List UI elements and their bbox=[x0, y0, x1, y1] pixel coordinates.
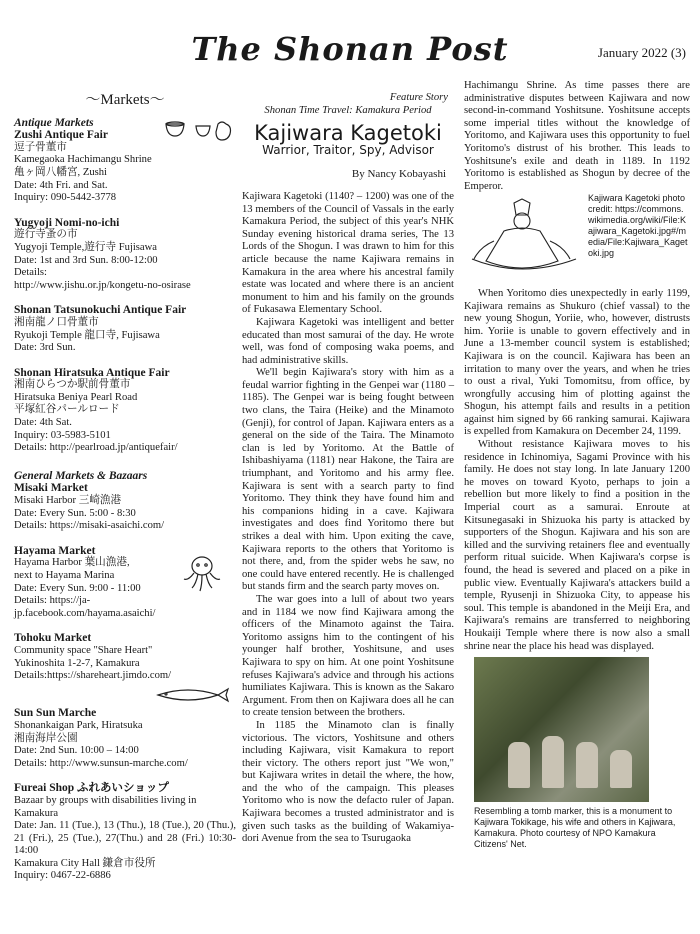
paragraph: Kajiwara Kagetoki (1140? – 1200) was one of the 13 members of the Council of Vassals in the early Kamakura Period, the subject of this year's NHK Sunday evening historical drama series, The 13 Lords of the Shogun. I was drawn to him for this article because the name Kajiwara remains in Kamakura in the area where his ancestral family estate was located and where there is an ancient monument to him and his family on the grounds of Fukasawa Elementary School. bbox=[242, 190, 454, 316]
issue-date: January 2022 (3) bbox=[597, 45, 686, 60]
paragraph: In 1185 the Minamoto clan is finally victorious. The victors, Yoshitsune and others including Kajiwara, visit Kamakura to report their victory. The others report just "We won," but Kajiwara writes in detail the where, the how, and the who of the campaign. This pleases Yoritomo who is now the defacto ruler of Japan. Kajiwara becomes a trusted administrator and is given such tasks as the building of Wakamiya-dori Avenue from the sea to Tsurugaoka bbox=[242, 719, 454, 845]
series-label: Shonan Time Travel: Kamakura Period bbox=[264, 104, 432, 116]
market-name: Shonan Hiratsuka Antique Fair bbox=[14, 366, 170, 379]
fish-icon bbox=[14, 687, 230, 708]
market-name: Shonan Tatsunokuchi Antique Fair bbox=[14, 304, 187, 317]
market-detail: Date: 3rd Sun. bbox=[14, 342, 76, 354]
market-detail: Inquiry: 03-5983-5101 bbox=[14, 429, 111, 441]
newspaper-title: The Shonan Post bbox=[191, 30, 509, 68]
market-detail: Shonankaigan Park, Hiratsuka bbox=[14, 719, 143, 731]
market-detail: Yugyoji Temple,遊行寺 Fujisawa bbox=[14, 241, 157, 253]
tomb-monument-photo bbox=[474, 657, 649, 802]
market-detail: Date: Jan. 11 (Tue.), 13 (Thu.), 18 (Tue.), 20 (Thu.), 21 (Fri.), 25 (Tue.), 27(Thu.) and 28 (Fri.) 10:30-14:00 bbox=[14, 820, 236, 857]
paragraph: We'll begin Kajiwara's story with him as a feudal warrior fighting in the Genpei war (1180 – 1185). The Genpei war is being fought between two clans, the Taira (Heike) and the Minamoto (Genji), for control of Japan. Kajiwara enters as a general on the side of the Taira. The Minamoto clan is led by Yoritomo. At the Battle of Ishibashiyama (1181) near Hakone, the Taira are triumphant, and Yoritomo and his army flee. Kajiwara is sent with a search party to find Yoritomo. They think they have found him and his companions hiding in a cave. Kajiwara investigates and does find Yoritomo there but strikes a deal with him. Upon exiting the cave, Kajiwara reports to the others that Yoritomo is not there, and, from the spider webs he saw, no one could have entered recently. He is challenged but stands firm and the search party moves on. bbox=[242, 367, 454, 593]
portrait-figure bbox=[464, 193, 690, 282]
markets-heading: ～Markets～ bbox=[85, 92, 165, 108]
market-detail: Community space "Share Heart" bbox=[14, 644, 153, 656]
photo-caption: Resembling a tomb marker, this is a monument to Kajiwara Tokikage, his wife and others in Kajiwara, Kamakura. Photo courtesy of NPO Kamakura Citizens' Net. bbox=[474, 806, 676, 850]
market-detail: 平塚紅谷パールロード bbox=[14, 404, 120, 416]
market-detail: 湘南ひらつか駅前骨董市 bbox=[14, 379, 131, 391]
market-detail: Date: 1st and 3rd Sun. 8:00-12:00 bbox=[14, 254, 158, 266]
teacup-icon bbox=[162, 116, 234, 149]
markets-column bbox=[14, 92, 236, 883]
photo-credit: Kajiwara Kagetoki photo credit: https://commons.wikimedia.org/wiki/File:Kajiwara_Kagetoki.jpg#/media/File:Kajiwara_Kagetoki.jpg bbox=[588, 193, 688, 259]
market-name: Sun Sun Marche bbox=[14, 707, 97, 720]
market-detail: Details: bbox=[14, 267, 47, 279]
paragraph: Without resistance Kajiwara moves to his residence in Ichinomiya, Sagami Province with his family. He does not stay long. In late January 1200 he moves on toward Kyoto, perhaps to join a rebellion but more likely to find a position in the Imperial court as a samurai. Enroute at Kitsunegasaki in Shizuoka his party is attacked by supporters of the Shogun. Kajiwara and his son are killed and the surviving retainers flee and eventually perform ritual suicide. When Kajiwara's corpse is found, the head is severed and placed on a pike in public view. Eventually Kajiwara's attackers build a temple, Ryusenji in Shizuoka City, to appease his soul. This temple is abandoned in the Meiji Era, and Kajiwara's remains are transferred to neighboring Houkaiji Temple where there is now also a small shrine near the place his head was displayed. bbox=[464, 439, 690, 652]
article-subtitle: Warrior, Traitor, Spy, Advisor bbox=[262, 142, 434, 157]
market-detail: Misaki Harbor 三崎漁港 bbox=[14, 495, 122, 507]
market-detail: Hayama Harbor 葉山漁港, bbox=[14, 557, 130, 569]
market-name: Hayama Market bbox=[14, 544, 96, 557]
feature-label: Feature Story bbox=[389, 92, 448, 103]
market-detail: 湘南海岸公園 bbox=[14, 732, 78, 744]
category-antique: Antique Markets bbox=[14, 116, 94, 129]
market-link[interactable]: Details:https://shareheart.jimdo.com/ bbox=[14, 670, 172, 682]
masthead bbox=[0, 30, 700, 68]
market-detail: Bazaar by groups with disabilities living in Kamakura bbox=[14, 794, 197, 819]
market-detail: Kamakura City Hall 鎌倉市役所 bbox=[14, 857, 156, 869]
market-detail: 遊行寺蚤の市 bbox=[14, 229, 78, 241]
market-name: Tohoku Market bbox=[14, 632, 92, 645]
market-link[interactable]: http://www.jishu.or.jp/kongetu-no-osirase bbox=[14, 279, 191, 291]
market-link[interactable]: Details: http://www.sunsun-marche.com/ bbox=[14, 757, 188, 769]
byline: By Nancy Kobayashi bbox=[351, 168, 446, 181]
category-general: General Markets & Bazaars bbox=[14, 469, 148, 482]
market-link[interactable]: Details: https://ja- bbox=[14, 595, 91, 607]
article-column-2 bbox=[464, 80, 690, 850]
kajiwara-portrait-image bbox=[464, 197, 584, 282]
market-detail: Hiratsuka Beniya Pearl Road bbox=[14, 391, 138, 403]
market-link[interactable]: Details: https://misaki-asaichi.com/ bbox=[14, 520, 165, 532]
market-detail: Date: 2nd Sun. 10:00 – 14:00 bbox=[14, 745, 139, 757]
paragraph: The war goes into a lull of about two years and in 1184 we now find Kajiwara among the officers of the Minamoto against the Taira. Yoritomo assigns him to the contingent of his younger half brother, Yoshitsune, and uses Kajiwara to spy on him. At one point Yoshitsune refuses Kajiwara's advice and through his actions humiliates Kajiwara. This is known as the Sakaro Argument. From then on Kajiwara does all he can to create tension between the brothers. bbox=[242, 593, 454, 719]
market-name: Zushi Antique Fair bbox=[14, 129, 108, 142]
market-name: Misaki Market bbox=[14, 482, 88, 495]
market-detail: 湘南龍ノ口骨董市 bbox=[14, 316, 99, 328]
market-detail: Inquiry: 090-5442-3778 bbox=[14, 192, 117, 204]
market-detail: Date: Every Sun. 9:00 - 11:00 bbox=[14, 582, 141, 594]
market-detail: Yukinoshita 1-2-7, Kamakura bbox=[14, 657, 140, 669]
paragraph: Kajiwara Kagetoki was intelligent and better educated than most samurai of the day. He wrote well, was fond of composing waka poems, and had administrative skills. bbox=[242, 316, 454, 366]
market-detail: Inquiry: 0467-22-6886 bbox=[14, 870, 111, 882]
market-detail: Kamegaoka Hachimangu Shrine bbox=[14, 154, 152, 166]
article-column-1 bbox=[242, 92, 454, 846]
market-link[interactable]: Details: http://pearlroad.jp/antiquefair/ bbox=[14, 442, 178, 454]
market-detail: 逗子骨董市 bbox=[14, 141, 67, 153]
market-detail: Date: 4th Fri. and Sat. bbox=[14, 179, 108, 191]
market-detail: Date: Every Sun. 5:00 - 8:30 bbox=[14, 507, 136, 519]
paragraph: Hachimangu Shrine. As time passes there are administrative disputes between Kajiwara and now second-in-command Yoshitsune. Yoshitsune accepts some imperial titles without the knowledge of Yoritomo, and Kajiwara uses this opportunity to fuel Yoritomo's distrust of his brother. This leads to Yoshitsune's exile and death in 1189. In 1192 Yoritomo is established as Shogun by decree of the Emperor. bbox=[464, 80, 690, 192]
market-name: Fureai Shop ふれあいショップ bbox=[14, 782, 169, 795]
market-name: Yugyoji Nomi-no-ichi bbox=[14, 216, 120, 229]
market-link[interactable]: jp.facebook.com/hayama.asaichi/ bbox=[14, 607, 156, 619]
market-detail: next to Hayama Marina bbox=[14, 570, 115, 581]
paragraph: When Yoritomo dies unexpectedly in early 1199, Kajiwara remains as Shukuro (chief vassal) to the new young Shogun, Yoriie, who, however, distrusts him. Yoriie is unable to govern effectively and in June a 13-member council system is established; Kajiwara is on the council. Kajiwara has been an irritation to many over the years, and when he tries to oust a rival, Yuki Tomomitsu, from office, by wrongfully accusing him of plotting against the Shogun, his attempt fails and results in a petition against him signed by 66 ranking samurai. Kajiwara is expelled from Kamakura on December 24, 1199. bbox=[464, 287, 690, 438]
octopus-icon bbox=[182, 553, 222, 598]
market-detail: 亀ヶ岡八幡宮, Zushi bbox=[14, 166, 107, 178]
article-title: Kajiwara Kagetoki bbox=[254, 121, 442, 146]
market-detail: Ryukoji Temple 龍口寺, Fujisawa bbox=[14, 329, 160, 341]
market-detail: Date: 4th Sat. bbox=[14, 417, 72, 429]
